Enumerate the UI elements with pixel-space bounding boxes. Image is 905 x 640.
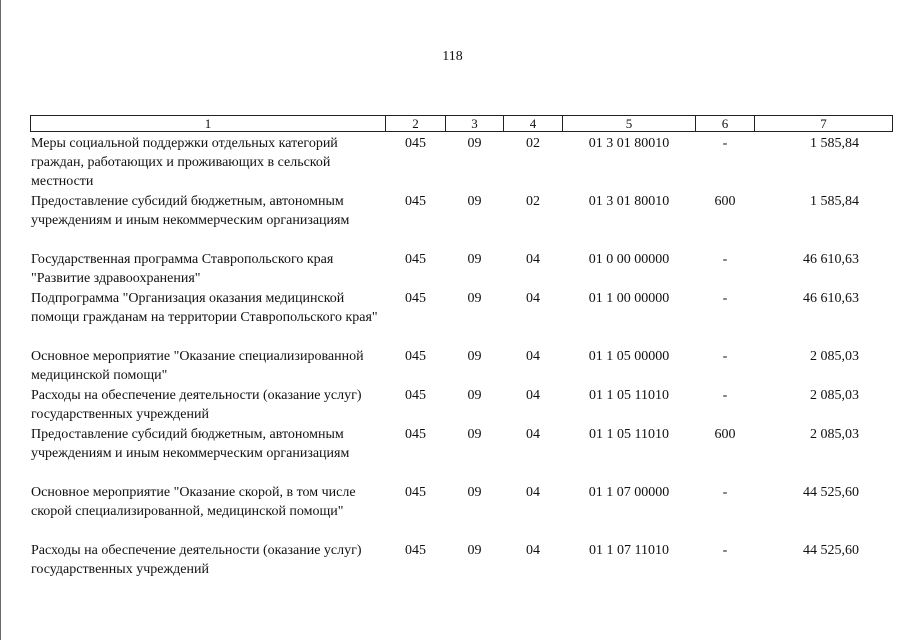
row-code-6: - [722, 388, 728, 403]
row-name: Предоставление субсидий бюджетным, автономным учреждениям и иным некоммерческим организациям [31, 194, 350, 228]
row-code-6: - [722, 136, 728, 151]
row-code-6: 600 [714, 194, 736, 209]
row-code-6: - [722, 252, 728, 267]
row-code-4: 04 [526, 291, 540, 306]
row-code-2: 045 [405, 349, 426, 364]
row-code-3: 09 [467, 291, 482, 306]
row-amount: 44 525,60 [803, 543, 859, 558]
row-name: Расходы на обеспечение деятельности (оказание услуг) государственных учреждений [31, 388, 362, 422]
row-code-5: 01 1 00 00000 [588, 291, 670, 306]
row-code-3: 09 [467, 349, 482, 364]
row-code-2: 045 [405, 427, 426, 442]
row-amount: 2 085,03 [810, 349, 859, 364]
row-code-5: 01 1 05 11010 [589, 388, 669, 403]
row-code-4: 04 [526, 252, 540, 267]
row-code-4: 02 [526, 136, 540, 151]
row-code-3: 09 [467, 194, 482, 209]
row-code-4: 04 [526, 485, 540, 500]
row-code-3: 09 [467, 388, 482, 403]
column-header-5: 5 [562, 115, 696, 132]
column-header-1: 1 [30, 115, 386, 132]
column-header-3: 3 [445, 115, 504, 132]
column-header-6: 6 [695, 115, 755, 132]
table-header-row [30, 115, 863, 131]
row-code-4: 04 [526, 388, 540, 403]
row-code-2: 045 [405, 543, 426, 558]
row-code-6: - [722, 349, 728, 364]
row-code-3: 09 [467, 427, 482, 442]
page-left-edge-line [0, 0, 1, 640]
row-code-4: 04 [526, 543, 540, 558]
row-code-6: 600 [714, 427, 736, 442]
row-code-5: 01 3 01 80010 [588, 194, 670, 209]
row-amount: 1 585,84 [810, 136, 859, 151]
row-code-5: 01 3 01 80010 [588, 136, 670, 151]
row-amount: 46 610,63 [803, 252, 859, 267]
page-number: 118 [442, 49, 463, 64]
row-amount: 46 610,63 [803, 291, 859, 306]
row-code-6: - [722, 543, 728, 558]
row-code-2: 045 [405, 388, 426, 403]
row-code-5: 01 1 05 11010 [589, 427, 669, 442]
row-code-2: 045 [405, 291, 426, 306]
row-code-3: 09 [467, 136, 482, 151]
row-code-4: 04 [526, 349, 540, 364]
row-name: Основное мероприятие "Оказание специализированной медицинской помощи" [31, 349, 364, 383]
row-amount: 44 525,60 [803, 485, 859, 500]
row-code-4: 02 [526, 194, 540, 209]
row-name: Подпрограмма "Организация оказания медицинской помощи гражданам на территории Ставропольского края" [31, 291, 378, 325]
row-code-5: 01 1 07 11010 [589, 543, 669, 558]
row-code-2: 045 [405, 252, 426, 267]
row-code-2: 045 [405, 485, 426, 500]
row-code-5: 01 0 00 00000 [588, 252, 670, 267]
row-name: Основное мероприятие "Оказание скорой, в том числе скорой специализированной, медицинской помощи" [31, 485, 356, 519]
row-code-6: - [722, 291, 728, 306]
row-amount: 2 085,03 [810, 427, 859, 442]
row-name: Расходы на обеспечение деятельности (оказание услуг) государственных учреждений [31, 543, 362, 577]
column-header-2: 2 [385, 115, 446, 132]
row-code-6: - [722, 485, 728, 500]
row-code-4: 04 [526, 427, 540, 442]
row-name: Государственная программа Ставропольского края "Развитие здравоохранения" [31, 252, 334, 286]
row-code-5: 01 1 05 00000 [588, 349, 670, 364]
row-code-5: 01 1 07 00000 [588, 485, 670, 500]
column-header-4: 4 [503, 115, 563, 132]
row-name: Предоставление субсидий бюджетным, автономным учреждениям и иным некоммерческим организациям [31, 427, 350, 461]
row-code-3: 09 [467, 485, 482, 500]
row-code-3: 09 [467, 543, 482, 558]
column-header-7: 7 [754, 115, 893, 132]
row-name: Меры социальной поддержки отдельных категорий граждан, работающих и проживающих в сельской местности [31, 136, 338, 189]
row-amount: 1 585,84 [810, 194, 859, 209]
row-code-2: 045 [405, 194, 426, 209]
row-code-2: 045 [405, 136, 426, 151]
row-amount: 2 085,03 [810, 388, 859, 403]
row-code-3: 09 [467, 252, 482, 267]
